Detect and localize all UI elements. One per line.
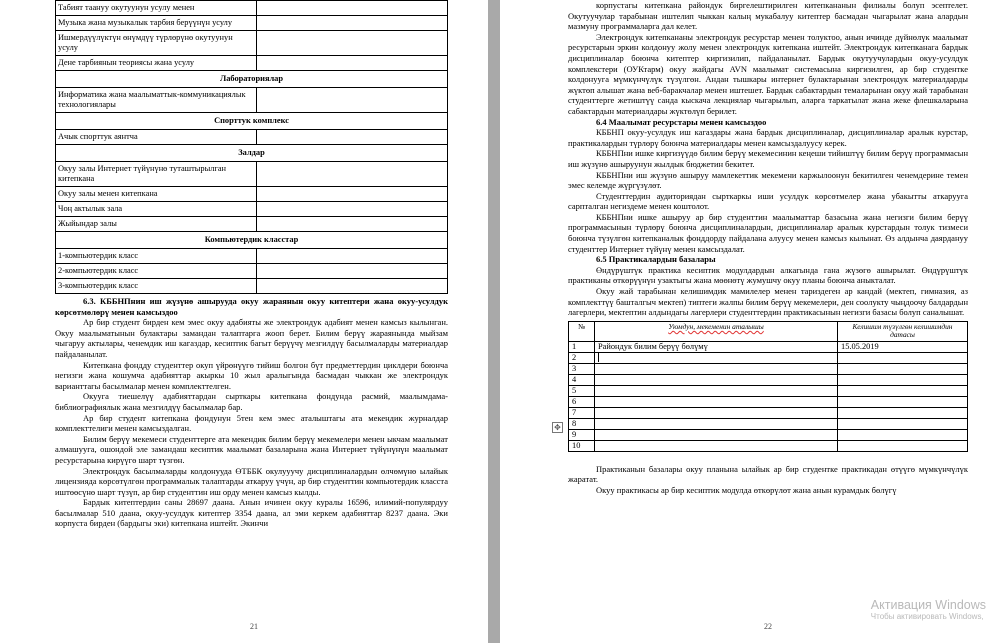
organization-cell[interactable] [595, 418, 838, 429]
date-cell[interactable] [838, 385, 968, 396]
date-cell[interactable] [838, 440, 968, 451]
table-section-row [56, 232, 448, 249]
row-number-cell[interactable]: 10 [569, 440, 595, 451]
paragraph: КББНПни иш жүзүнө ашыруу мамлекеттик мекемени каржылоонун бекитилген ченемдерине темен эмес келемде жүргүзүлөт. [568, 169, 968, 191]
facility-name-cell: Табият таануу окутуунун усулу менен [56, 1, 257, 16]
facility-name-cell: Жыйындар залы [56, 217, 257, 232]
table-row [56, 217, 448, 232]
table-row [56, 187, 448, 202]
organization-cell[interactable] [595, 440, 838, 451]
row-number-cell[interactable]: 7 [569, 407, 595, 418]
table-row [56, 1, 448, 16]
paragraph: Бардык китептердин саны 28697 даана. Анын ичинен окуу куралы 16596, илимий-популярдуу басылмалар 510 даана, окуу-усулдук китептер 3354 даана, ал эми керкем адабияттар 8237 даана. Эки корпуста бирден (бардыгы эки) китепкана иштейт. Экинчи [55, 497, 448, 529]
table-row [56, 31, 448, 56]
table-row [56, 130, 448, 145]
paragraph: Окуу жай тарабынан келишимдик мамилелер менен тариздеген ар кандай (мектеп, гимназия, аз комплекттүү башталгыч мектеп) типтеги жалпы билим берүү мекемелери, ден соолукту чыңдоочу балдардын лагерлери, мектептин алдындагы лагерлери студенттердин практикасынын негизги базасы болуп саналышат. [568, 286, 968, 318]
section-6-4-paragraphs [568, 127, 968, 254]
page-21-content [55, 0, 448, 529]
facility-value-cell[interactable] [257, 162, 448, 187]
paragraph: КББНПни ишке ашыруу ар бир студенттин маалыматтар базасына жана негизги билим берүү программасынын түрлөрү боюнча дисциплиналардын, дисциплиналар аралык курстардын толук тизмеси боюнча түзүлгөн китепканалык фонддорду пайдалана алуусу менен камсыз кылынат. Өз алдынча даярдануу студенттер Интернет түйүнү менен камсыздалат. [568, 211, 968, 254]
table-row [569, 374, 968, 385]
row-number-cell[interactable]: 3 [569, 363, 595, 374]
facility-value-cell[interactable] [257, 264, 448, 279]
date-cell[interactable] [838, 352, 968, 363]
page-number-21: 21 [250, 622, 258, 631]
date-cell[interactable] [838, 396, 968, 407]
organization-cell[interactable] [595, 396, 838, 407]
table-row [56, 279, 448, 294]
paragraph: Өндүрүштүк практика кесиптик модулдардын алкагында гана жүзөгө ашырылат. Өндүрүштүк практиканы өткөрүүнүн узактыгы жана мөөнөтү жумушчу окуу планы боюнча аныкталат. [568, 264, 968, 286]
table-section-heading: Лабораториялар [56, 71, 448, 88]
table-row [569, 341, 968, 352]
paragraph: КББНПни ишке киргизүүдө билим берүү мекемесинин кеңеши тийиштүү билим берүү программасын иш жүзүнө ашыруунун жылдык бюджетин бекитет. [568, 148, 968, 169]
row-number-cell[interactable]: 1 [569, 341, 595, 352]
table-row [56, 249, 448, 264]
facility-value-cell[interactable] [257, 217, 448, 232]
section-heading-6-4: 6.4 Маалымат ресурстары менен камсыздоо [596, 116, 767, 127]
windows-activation-watermark [871, 598, 986, 622]
facility-value-cell[interactable] [257, 202, 448, 217]
col-header-contract-date: Келишим түзүлгөн келишимдин датасы [838, 321, 968, 341]
col-header-number: № [569, 321, 595, 341]
date-cell[interactable] [838, 374, 968, 385]
section-6-5-paragraphs [568, 265, 968, 318]
right-page-bottom-paragraphs [568, 464, 968, 496]
facility-name-cell: 1-компьютердик класс [56, 249, 257, 264]
organization-cell[interactable] [595, 352, 838, 363]
organization-cell[interactable] [595, 374, 838, 385]
table-row [56, 56, 448, 71]
paragraph: Электрондук китепкананы электрондук ресурстар менен толуктоо, анын ичинде дүйнөлүк маалымат ресурстарын эркин колдонуу жолу менен электрондук китепкана иштейт. Электрондук китепканага бардык дисциплиналар боюнча китептер киргизилип, пайдаланылат. Бардык окутуучулардын окуу-усулдук комплекстери (ОУКтарм) окуу жайдагы AVN маалымат системасына киргизилген, ар бир студентке колдонууга мүмкүнчүлүк түзүлгөн. Андан тышкары интернет булактарынан электрондук материалдарды жүктөп алышат жана веб-баракчалар менен иштешет. Бардык сабактардын темаларынан окуу жай тарабынан студенттерге жетиштүү санда кыскача лекциялар чыгарылып, аларга таркатылат жана жеке флешкаларына сабактардын материалдары жүктөлүп берилет. [568, 31, 968, 116]
facility-value-cell[interactable] [257, 16, 448, 31]
organization-cell[interactable] [595, 429, 838, 440]
paragraph: Окуу практикасы ар бир кесиптик модулда өткөрүлөт жана анын курамдык бөлүгү [596, 485, 897, 495]
table-row [56, 202, 448, 217]
right-page-top-paragraphs [568, 0, 968, 117]
table-section-row [56, 71, 448, 88]
facility-name-cell: Чоң актылык зала [56, 202, 257, 217]
facility-value-cell[interactable] [257, 249, 448, 264]
facility-value-cell[interactable] [257, 130, 448, 145]
paragraph: корпустагы китепкана райондук биргелештирилген китепкананын филиалы болуп эсептелет. Окутуучулар тарабынан иштелип чыккан калың мукабалуу китептер басмадан чыгарылат жана алардын мазмуну программаларга дал келет. [568, 0, 968, 32]
table-section-row [56, 145, 448, 162]
facility-name-cell: Окуу залы Интернет түйүнүнө туташтырылган китепкана [56, 162, 257, 187]
facility-name-cell: Ачык спорттук аянтча [56, 130, 257, 145]
row-number-cell[interactable]: 2 [569, 352, 595, 363]
facility-value-cell[interactable] [257, 1, 448, 16]
row-number-cell[interactable]: 6 [569, 396, 595, 407]
table-section-heading: Залдар [56, 145, 448, 162]
row-number-cell[interactable]: 8 [569, 418, 595, 429]
organization-cell[interactable] [595, 385, 838, 396]
table-section-heading: Спорттук комплекс [56, 113, 448, 130]
table-row [56, 162, 448, 187]
table-row [569, 418, 968, 429]
table-section-row [56, 113, 448, 130]
table-row [569, 396, 968, 407]
organization-cell[interactable] [595, 407, 838, 418]
table-row [569, 407, 968, 418]
organization-cell[interactable] [595, 363, 838, 374]
date-cell[interactable] [838, 363, 968, 374]
facility-name-cell: Дене тарбиянын теориясы жана усулу [56, 56, 257, 71]
page-22 [500, 0, 1000, 643]
paragraph: Практиканын базалары окуу планына ылайык ар бир студентке практикадан өтүүгө мүмкүнчүлүк жаратат. [568, 463, 968, 485]
paragraph: Студенттердин аудиториядан сырткаркы иши усулдук көрсөтмелер жана убакытты аткарууга сарпталган негиздеме менен коштолот. [568, 190, 968, 212]
facility-value-cell[interactable] [257, 31, 448, 56]
row-number-cell[interactable]: 5 [569, 385, 595, 396]
facility-name-cell: 3-компьютердик класс [56, 279, 257, 294]
page-21 [0, 0, 488, 643]
col-header-organization: Уюмдун, мекеменин аталышы [595, 321, 838, 341]
facility-name-cell: 2-компьютердик класс [56, 264, 257, 279]
table-row [569, 352, 968, 363]
page-22-content [568, 0, 968, 496]
facilities-table [55, 0, 448, 294]
table-row [56, 88, 448, 113]
facility-name-cell: Музыка жана музыкалык тарбия берүүнүн усулу [56, 16, 257, 31]
table-row [569, 429, 968, 440]
watermark-title: Активация Windows [870, 598, 986, 612]
facility-name-cell: Информатика жана маалыматтык-коммуникациялык технологиялары [56, 88, 257, 113]
table-move-handle[interactable]: ✥ [552, 422, 563, 433]
watermark-subtitle: Чтобы активировать Windows, [870, 612, 984, 621]
paragraph: Китепкана фондду студенттер окуп үйрөнүүгө тийиш болгон бүт предметтердин циклдери боюнча негизги жана кошумча адабияттар акыркы 10 жыл аралыгында басмадан чыккан же электрондук варианттагы басылмалар менен комплекттелген. [55, 359, 448, 391]
table-row [569, 363, 968, 374]
organization-cell[interactable]: Райондук билим берүү бөлүмү [595, 341, 838, 352]
facility-value-cell[interactable] [257, 279, 448, 294]
facility-value-cell[interactable] [257, 187, 448, 202]
text-cursor [598, 353, 599, 362]
date-cell[interactable] [838, 429, 968, 440]
date-cell[interactable] [838, 418, 968, 429]
table-row [56, 264, 448, 279]
facility-value-cell[interactable] [257, 56, 448, 71]
table-row [56, 16, 448, 31]
paragraph: Ар бир студент бирден кем эмес окуу адабияты же электрондук адабият менен камсыз кылынган. Окуу маалыматынын булактары замандан талаптарга жооп берет. Билим берүү жараянында мыйзам чыгаруу актылары, ченемдик иш кагаздар, кесиптик багыт берүүчү мезгилдүү басылмаларды материалдар пайдаланылат. [55, 317, 448, 359]
table-section-heading: Компьютердик класстар [56, 232, 448, 249]
row-number-cell[interactable]: 4 [569, 374, 595, 385]
page-number-22: 22 [764, 622, 772, 631]
facility-value-cell[interactable] [257, 88, 448, 113]
paragraph: Ар бир студент китепкана фондунун 5тен кем эмес аталыштагы ата мекендик журналдар комплекттелиги менен камсыздалган. [55, 412, 448, 434]
practice-bases-table[interactable] [568, 321, 968, 452]
table-row [569, 385, 968, 396]
paragraph: Окууга тиешелүү адабияттардан сырткары китепкана фондунда расмий, маалымдама-библиографиялык жана мезгилдүү басылмалар бар. [55, 391, 448, 412]
paragraph: Билим берүү мекемеси студенттерге ата мекендик билим берүү мекемелери менен ыкчам маалымат алмашууга, ошондой эле замандаш кесиптик маалымат базаларына жана Интернет түйүнүнүн маалымат ресурстарына кирүүгө шарт түзгөн. [55, 433, 448, 465]
paragraph: Электрондук басылмаларды колдонууда ӨТББК окулууучу дисциплиналардын өлчөмүнө ылайык лицензияда көрсөтүлгөн программалык талаптарды аткаруу үчүн, ар бир студенттин компьютердик класста иштөөсүнө шарт түзүп, ар бир студенттин иш орду менен камсыз кылды. [55, 465, 448, 497]
date-cell[interactable]: 15.05.2019 [838, 341, 968, 352]
left-page-paragraphs [55, 317, 448, 529]
section-heading-6-3: 6.3. КББНПнин иш жүзүнө ашырууда окуу жараянын окуу китептери жана окуу-усулдук көрсөтмөлөрү менен камсыздоо [55, 296, 448, 317]
paragraph: КББНП окуу-усулдук иш кагаздары жана бардык дисциплиналар, дисциплиналар аралык курстар, практикалардын түрлөрү боюнча материалдары менен камсыздалуусу керек. [568, 127, 968, 148]
row-number-cell[interactable]: 9 [569, 429, 595, 440]
date-cell[interactable] [838, 407, 968, 418]
section-heading-6-5: 6.5 Практикалардын базалары [596, 254, 716, 265]
facility-name-cell: Ишмердүүлүктүн өнүмдүү түрлөрүнө окутуунун усулу [56, 31, 257, 56]
facility-name-cell: Окуу залы менен китепкана [56, 187, 257, 202]
table-row [569, 440, 968, 451]
